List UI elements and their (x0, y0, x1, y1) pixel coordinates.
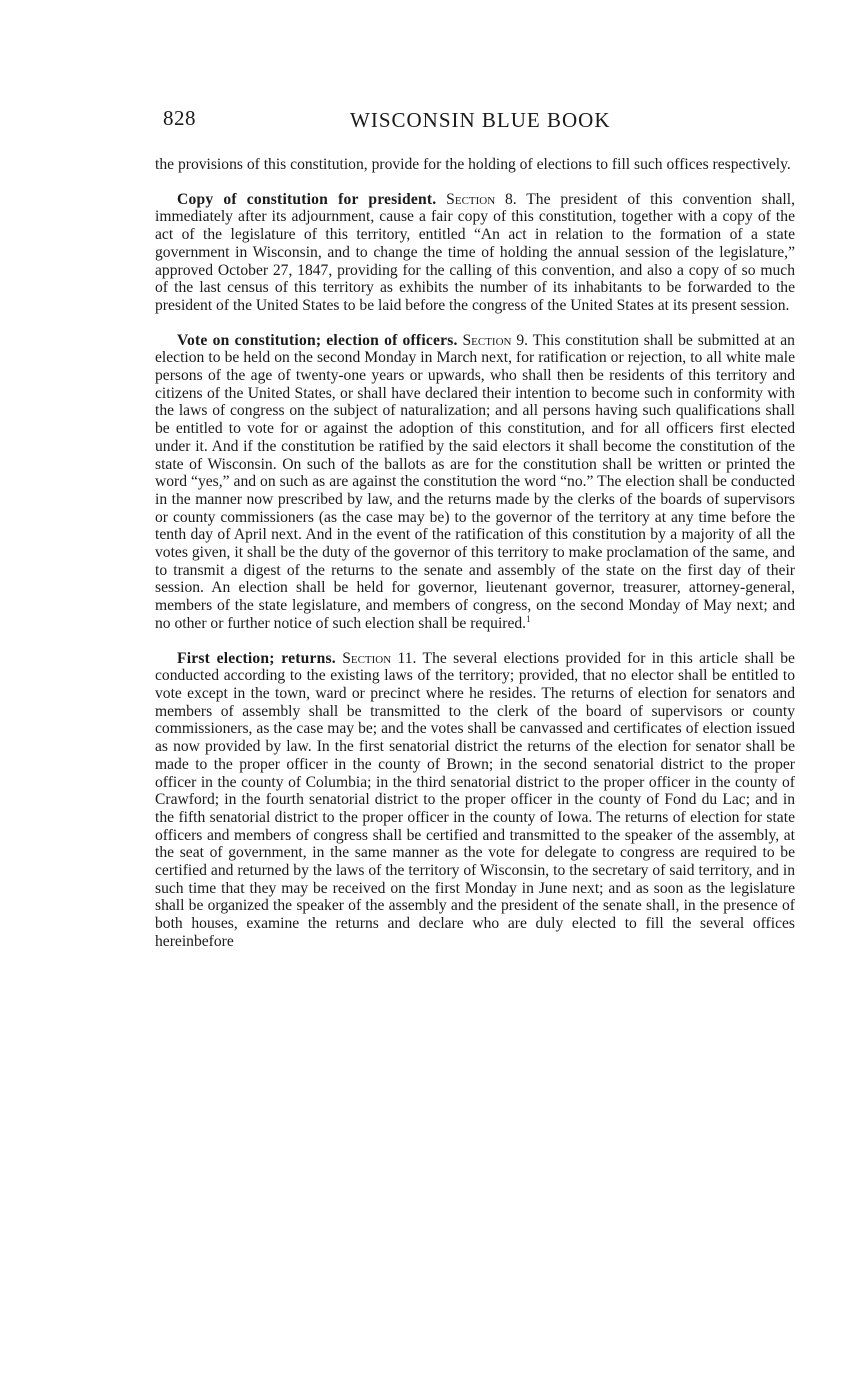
section-11-paragraph (155, 650, 795, 951)
section-label: Section 11. (342, 649, 417, 667)
section-text: The president of this convention shall, immediately after its adjournment, cause a fair copy of this constitution, together with a copy of the act of the legislature of this territory, entitled “An act in relation to the formation of a state government in Wisconsin, and to change the time of holding the annual session of the legislature,” approved October 27, 1847, providing for the calling of this convention, and also a copy of so much of the last census of this territory as exhibits the number of its inhabitants to be forwarded to the president of the United States to be laid before the congress of the United States at its present session. (155, 190, 796, 314)
book-title: WISCONSIN BLUE BOOK (350, 108, 611, 132)
document-page (155, 100, 795, 951)
section-text: This constitution shall be submitted at an election to be held on the second Monday in March next, for ratification or rejection, to all white male persons of the age of twenty-one years or upwards, who shall then be residents of this territory and citizens of the United States, or shall have declared their intention to become such in conformity with the laws of congress on the subject of naturalization; and all persons having such qualifications shall be entitled to vote for or against the adoption of this constitution, and for all officers first elected under it. And if the constitution be ratified by the said electors it shall become the constitution of the state of Wisconsin. On such of the ballots as are for the constitution shall be written or printed the word “yes,” and on such as are against the constitution the word “no.” The election shall be conducted in the manner now prescribed by law, and the returns made by the clerks of the boards of supervisors or county commissioners (as the case may be) to the governor of the territory at any time before the tenth day of April next. And in the event of the ratification of this constitution by a majority of all the votes given, it shall be the duty of the governor of this territory to make proclamation of the same, and to transmit a digest of the returns to the senate and assembly of the state on the first day of their session. An election shall be held for governor, lieutenant governor, treasurer, attorney-general, members of the state legislature, and members of congress, on the second Monday of May next; and no other or further notice of such election shall be required. (155, 331, 795, 632)
body-text (155, 156, 795, 951)
section-8-paragraph (155, 191, 795, 315)
section-label: Section 9. (462, 331, 529, 349)
section-heading: Copy of constitution for president. (177, 190, 437, 208)
section-text: The several elections provided for in this article shall be conducted according to the existing laws of the territory; provided, that no elector shall be entitled to vote except in the town, ward or precinct where he resides. The returns of election for senators and members of assembly shall be transmitted to the clerk of the board of supervisors or county commissioners, as the case may be; and the votes shall be canvassed and certificates of election issued as now provided by law. In the first senatorial district the returns of the election for senator shall be made to the proper officer in the county of Brown; in the second senatorial district to the proper officer in the county of Columbia; in the third senatorial district to the proper officer in the county of Crawford; in the fourth senatorial district to the proper officer in the county of Fond du Lac; and in the fifth senatorial district to the proper officer in the county of Iowa. The returns of election for state officers and members of congress shall be certified and transmitted to the speaker of the assembly, at the seat of government, in the same manner as the vote for delegate to congress are required to be certified and returned by the laws of the territory of Wisconsin, to the secretary of said territory, and in such time that they may be received on the first Monday in June next; and as soon as the legislature shall be organized the speaker of the assembly and the president of the senate shall, in the presence of both houses, examine the returns and declare who are duly elected to fill the several offices hereinbefore (155, 649, 795, 950)
page-number: 828 (163, 106, 196, 130)
section-label: Section 8. (446, 190, 517, 208)
continuation-paragraph (155, 156, 795, 174)
section-9-paragraph (155, 332, 795, 633)
paragraph-text: the provisions of this constitution, provide for the holding of elections to fill such offices respectively. (155, 156, 791, 173)
footnote-mark: 1 (526, 613, 531, 624)
running-header (155, 100, 795, 140)
section-heading: Vote on constitution; election of officers. (177, 331, 458, 349)
section-heading: First election; returns. (177, 649, 336, 667)
